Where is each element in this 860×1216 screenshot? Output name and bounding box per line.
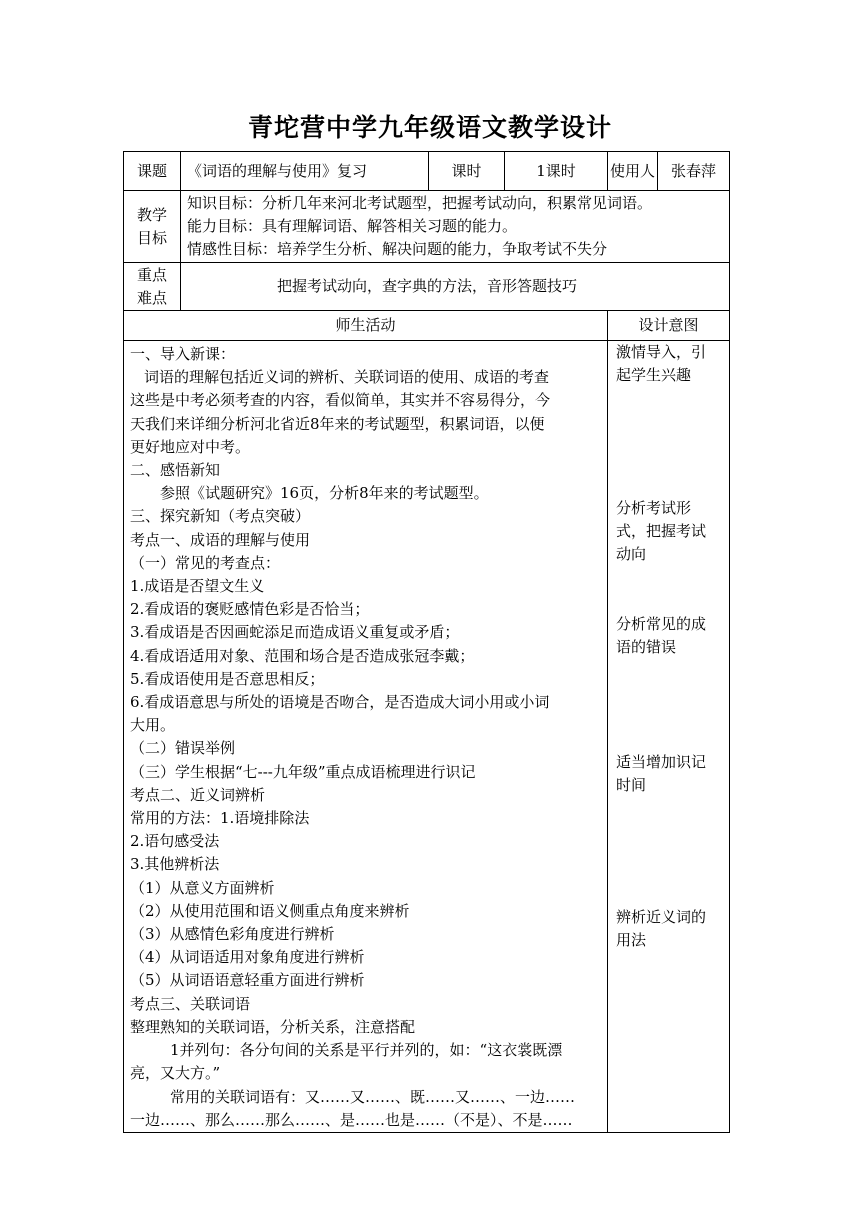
activity-line: （4）从词语适用对象角度进行辨析 [130,948,365,967]
activity-line: 一、导入新课： [130,345,236,363]
activity-line: 天我们来详细分析河北省近8年来的考试题型，积累词语，以便 [130,414,545,433]
goal-line: 知识目标：分析几年来河北考试题型，把握考试动向，积累常见词语。 [187,194,653,212]
activity-line: 考点三、关联词语 [130,994,251,1013]
activity-line: 这些是中考必须考查的内容，看似简单，其实并不容易得分，今 [130,391,551,410]
activity-content [124,341,608,1133]
activity-line: 更好地应对中考。 [130,437,251,456]
activity-line: 2.语句感受法 [130,832,220,851]
activity-line: 6.看成语意思与所处的语境是否吻合，是否造成大词小用或小词 [130,693,550,712]
key-points-label-line: 重点 [136,265,167,284]
key-points-row [124,263,730,311]
activity-line: 4.看成语适用对象、范围和场合是否造成张冠李戴； [130,646,475,665]
intent-block: 适当增加识记时间 [616,753,707,794]
activity-line: 3.其他辨析法 [130,855,220,874]
intent-header: 设计意图 [608,311,730,341]
activity-line: （一）常见的考查点： [130,553,281,572]
hours-label: 课时 [429,152,505,191]
key-points-label [124,263,181,311]
topic-value: 《词语的理解与使用》复习 [181,152,429,191]
activity-line: 常用的方法：1.语境排除法 [130,809,310,828]
activity-line: 整理熟知的关联词语，分析关系，注意搭配 [130,1017,416,1036]
document-title: 青坨营中学九年级语文教学设计 [247,113,612,142]
activity-line: 一边……、那么……那么……、是……也是……（不是）、不是…… [130,1110,573,1129]
goals-row [124,191,730,263]
goal-line: 能力目标：具有理解词语、解答相关习题的能力。 [187,217,518,235]
lesson-plan-table [123,151,730,1133]
activity-line: 二、感悟新知 [130,461,221,480]
topic-label: 课题 [124,152,181,191]
activity-line: 大用。 [130,716,176,735]
header-row [124,152,730,191]
activity-line: 1.成语是否望文生义 [130,577,265,596]
activity-line: 考点一、成语的理解与使用 [130,530,311,549]
hours-value: 1课时 [505,152,608,191]
activity-line: 亮，又大方。” [130,1064,221,1083]
user-label: 使用人 [608,152,658,191]
content-row [124,341,730,1133]
activity-line: 1并列句：各分句间的关系是平行并列的，如：“这衣裳既漂 [170,1041,563,1060]
goals-label-line: 教学 [136,205,167,224]
key-points-label-line: 难点 [136,288,167,307]
intent-content [608,341,730,1133]
activity-line: 3.看成语是否因画蛇添足而造成语义重复或矛盾； [130,623,460,642]
activity-line: （2）从使用范围和语义侧重点角度来辨析 [130,901,410,920]
activity-line: 2.看成语的褒贬感情色彩是否恰当； [130,600,370,619]
activity-line: 考点二、近义词辨析 [130,785,266,804]
key-points-value: 把握考试动向，查字典的方法，音形答题技巧 [181,263,730,311]
user-value: 张春萍 [658,152,730,191]
section-header-row [124,311,730,341]
intent-block: 辨析近义词的用法 [616,908,707,949]
activity-header: 师生活动 [124,311,608,341]
activity-line: （三）学生根据“七---九年级”重点成语梳理进行识记 [130,762,476,781]
activity-line: （5）从词语语意轻重方面进行辨析 [130,971,365,990]
activity-line: 5.看成语使用是否意思相反； [130,669,325,688]
activity-line: （1）从意义方面辨析 [130,878,275,897]
goals-content [181,191,730,263]
activity-line: 参照《试题研究》16页，分析8年来的考试题型。 [160,484,489,503]
activity-line: 三、探究新知（考点突破） [130,507,311,526]
activity-line: 词语的理解包括近义词的辨析、关联词语的使用、成语的考查 [144,368,550,387]
activity-line: 常用的关联词语有：又……又……、既……又……、一边…… [170,1087,576,1106]
goals-label-line: 目标 [136,228,167,247]
goals-label [124,191,181,263]
intent-block: 分析常见的成语的错误 [616,615,707,656]
activity-line: （3）从感情色彩角度进行辨析 [130,925,335,944]
intent-block: 激情导入，引起学生兴趣 [616,343,707,384]
activity-line: （二）错误举例 [130,739,236,758]
intent-block: 分析考试形式，把握考试动向 [616,499,707,563]
goal-line: 情感性目标：培养学生分析、解决问题的能力，争取考试不失分 [187,240,608,258]
